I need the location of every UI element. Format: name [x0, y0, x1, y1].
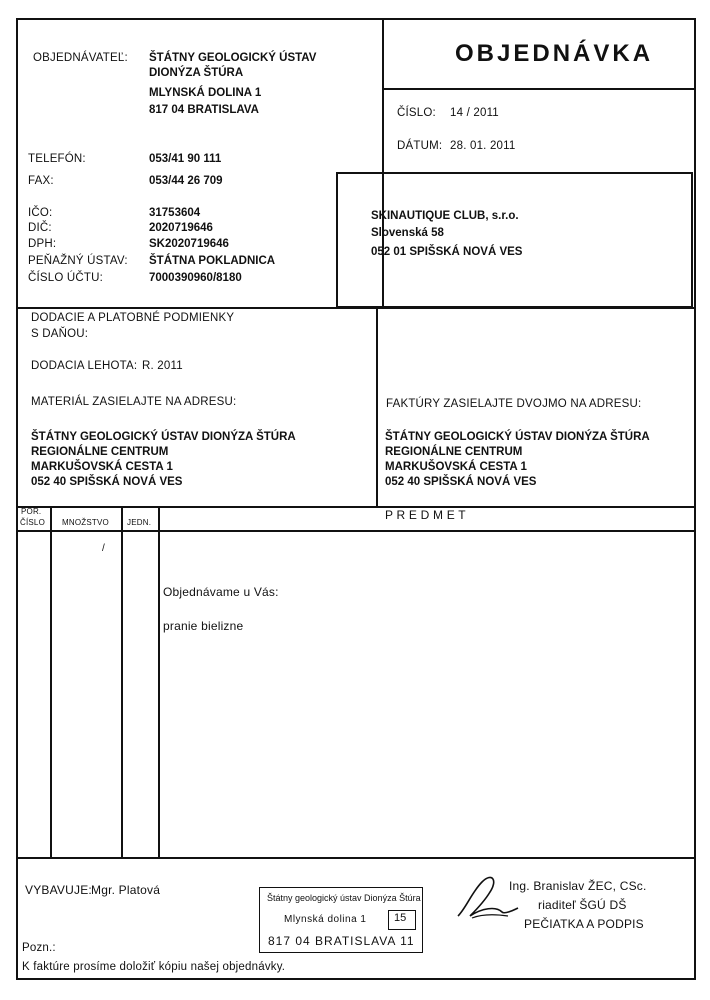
stamp-number: 15: [394, 912, 407, 924]
material-address-line: ŠTÁTNY GEOLOGICKÝ ÚSTAV DIONÝZA ŠTÚRA: [31, 431, 296, 443]
order-number-label: ČÍSLO:: [397, 107, 436, 119]
col-line-2: [121, 506, 123, 858]
ico-label: IČO:: [28, 207, 53, 219]
supplier-street: Slovenská 58: [371, 227, 444, 239]
section-divider-3: [16, 857, 696, 859]
material-address-label: MATERIÁL ZASIELAJTE NA ADRESU:: [31, 396, 237, 408]
orderer-label: OBJEDNÁVATEĽ:: [33, 52, 128, 64]
supplier-name: SKINAUTIQUE CLUB, s.r.o.: [371, 210, 519, 222]
order-date-label: DÁTUM:: [397, 140, 443, 152]
delivery-label: DODACIA LEHOTA:: [31, 360, 138, 372]
dic-value: 2020719646: [149, 222, 213, 234]
col-line-3: [158, 506, 160, 858]
address-divider: [376, 307, 378, 507]
phone-value: 053/41 90 111: [149, 153, 222, 165]
dic-label: DIČ:: [28, 222, 52, 234]
frame-left: [16, 18, 18, 980]
fax-value: 053/44 26 709: [149, 175, 223, 187]
invoice-address-line: REGIONÁLNE CENTRUM: [385, 446, 523, 458]
orderer-line: ŠTÁTNY GEOLOGICKÝ ÚSTAV: [149, 52, 317, 64]
conditions-tax: S DAŇOU:: [31, 328, 89, 340]
conditions-label: DODACIE A PLATOBNÉ PODMIENKY: [31, 312, 235, 324]
invoice-address-label: FAKTÚRY ZASIELAJTE DVOJMO NA ADRESU:: [386, 398, 642, 410]
invoice-address-line: ŠTÁTNY GEOLOGICKÝ ÚSTAV DIONÝZA ŠTÚRA: [385, 431, 650, 443]
supplier-box: [336, 172, 693, 308]
ico-value: 31753604: [149, 207, 201, 219]
order-intro-text: Objednávame u Vás:: [163, 585, 279, 599]
phone-label: TELEFÓN:: [28, 153, 86, 165]
signatory-title: riaditeľ ŠGÚ DŠ: [538, 898, 627, 912]
handled-by-label: VYBAVUJE:: [25, 883, 92, 897]
title-box-bottom: [382, 88, 695, 90]
signatory-name: Ing. Branislav ŽEC, CSc.: [509, 879, 647, 893]
col-header-por: POR.: [21, 507, 42, 516]
orderer-line: DIONÝZA ŠTÚRA: [149, 67, 244, 79]
section-divider-2: [16, 506, 696, 508]
stamp-line-3: 817 04 BRATISLAVA 11: [268, 934, 415, 948]
official-stamp: [259, 887, 423, 953]
supplier-city: 052 01 SPIŠSKÁ NOVÁ VES: [371, 246, 523, 258]
handled-by-value: Mgr. Platová: [91, 883, 161, 897]
material-address-line: 052 40 SPIŠSKÁ NOVÁ VES: [31, 476, 183, 488]
invoice-address-line: 052 40 SPIŠSKÁ NOVÁ VES: [385, 476, 537, 488]
delivery-value: R. 2011: [142, 360, 183, 372]
stamp-signature-label: PEČIATKA A PODPIS: [524, 917, 644, 931]
bank-value: ŠTÁTNA POKLADNICA: [149, 255, 276, 267]
quantity-mark: /: [102, 543, 105, 554]
note-text: K faktúre prosíme doložiť kópiu našej objednávky.: [22, 961, 286, 973]
col-header-subject: P R E D M E T: [385, 508, 466, 522]
frame-top: [16, 18, 696, 20]
section-divider-1: [16, 307, 696, 309]
order-item-text: pranie bielizne: [163, 619, 244, 633]
orderer-line: 817 04 BRATISLAVA: [149, 104, 259, 116]
col-line-1: [50, 506, 52, 858]
dph-value: SK2020719646: [149, 238, 229, 250]
document-title: OBJEDNÁVKA: [455, 40, 654, 67]
stamp-line-1: Štátny geologický ústav Dionýza Štúra: [267, 893, 421, 903]
material-address-line: MARKUŠOVSKÁ CESTA 1: [31, 461, 173, 473]
frame-right: [694, 18, 696, 980]
account-label: ČÍSLO ÚČTU:: [28, 272, 104, 284]
col-header-quantity: MNOŽSTVO: [62, 518, 109, 527]
order-number-value: 14 / 2011: [450, 107, 499, 119]
col-header-cislo: ČÍSLO: [20, 518, 46, 527]
bank-label: PEŇAŽNÝ ÚSTAV:: [28, 255, 128, 267]
account-value: 7000390960/8180: [149, 272, 242, 284]
signature-icon: [452, 868, 522, 928]
orderer-line: MLYNSKÁ DOLINA 1: [149, 87, 262, 99]
note-label: Pozn.:: [22, 942, 56, 954]
frame-bottom: [16, 978, 696, 980]
material-address-line: REGIONÁLNE CENTRUM: [31, 446, 169, 458]
col-header-unit: JEDN.: [127, 518, 152, 527]
fax-label: FAX:: [28, 175, 54, 187]
dph-label: DPH:: [28, 238, 57, 250]
table-header-line: [16, 530, 696, 532]
invoice-address-line: MARKUŠOVSKÁ CESTA 1: [385, 461, 527, 473]
order-date-value: 28. 01. 2011: [450, 140, 516, 152]
stamp-line-2: Mlynská dolina 1: [284, 914, 367, 925]
